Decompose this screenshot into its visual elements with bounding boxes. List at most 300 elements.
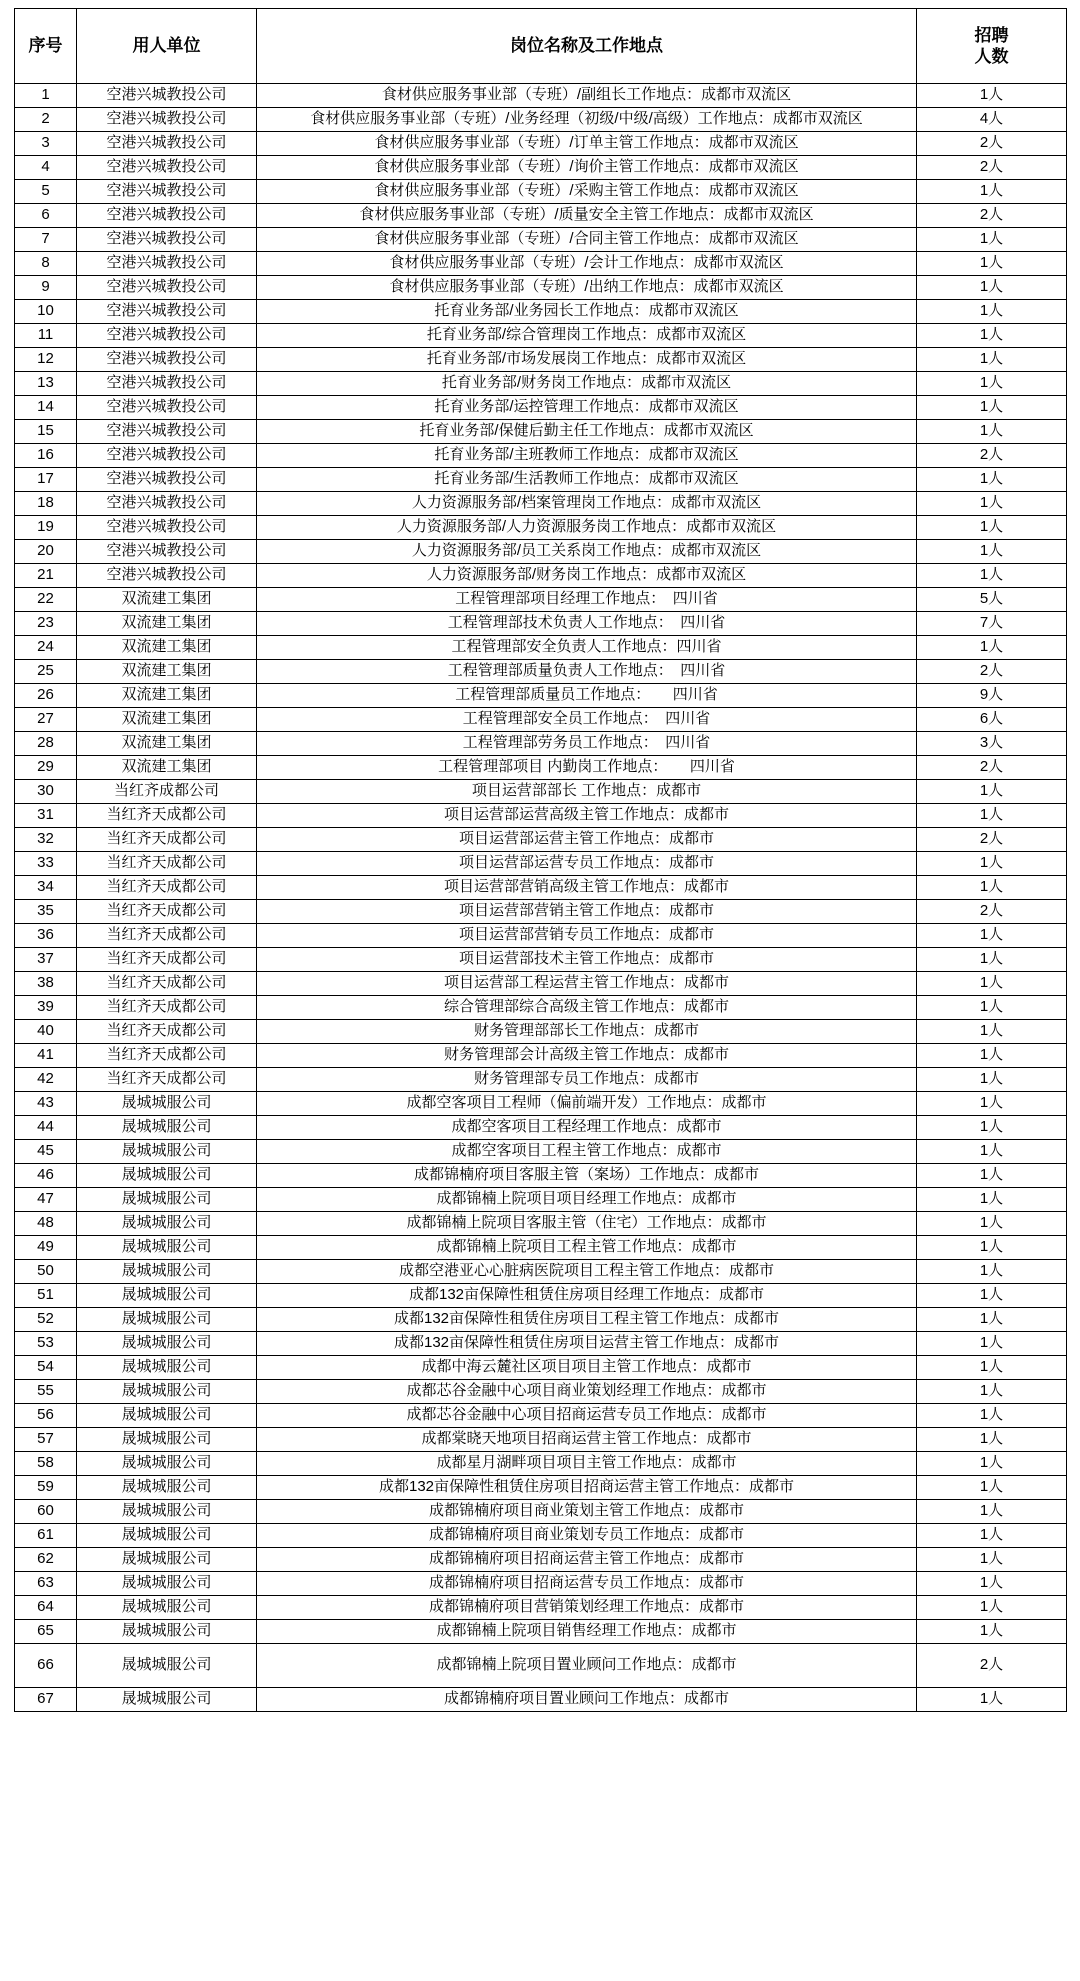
cell-unit: 当红齐成都公司: [77, 780, 257, 804]
table-row: [15, 732, 1067, 756]
cell-count: 1人: [917, 1188, 1067, 1212]
cell-no: 52: [15, 1308, 77, 1332]
cell-no: 65: [15, 1620, 77, 1644]
cell-unit: 空港兴城教投公司: [77, 420, 257, 444]
cell-no: 2: [15, 108, 77, 132]
cell-no: 43: [15, 1092, 77, 1116]
cell-post: 成都锦楠上院项目置业顾问工作地点：成都市: [257, 1644, 917, 1688]
cell-post: 托育业务部/市场发展岗工作地点：成都市双流区: [257, 348, 917, 372]
table-row: [15, 684, 1067, 708]
cell-post: 食材供应服务事业部（专班）/订单主管工作地点：成都市双流区: [257, 132, 917, 156]
cell-post: 工程管理部项目经理工作地点： 四川省: [257, 588, 917, 612]
cell-unit: 晟城城服公司: [77, 1260, 257, 1284]
cell-no: 47: [15, 1188, 77, 1212]
cell-post: 成都132亩保障性租赁住房项目工程主管工作地点：成都市: [257, 1308, 917, 1332]
table-row: [15, 1596, 1067, 1620]
table-row: [15, 1164, 1067, 1188]
cell-unit: 当红齐天成都公司: [77, 876, 257, 900]
column-header-unit: 用人单位: [77, 9, 257, 84]
cell-count: 1人: [917, 1596, 1067, 1620]
table-row: [15, 1188, 1067, 1212]
table-row: [15, 924, 1067, 948]
cell-no: 36: [15, 924, 77, 948]
cell-no: 63: [15, 1572, 77, 1596]
cell-unit: 晟城城服公司: [77, 1092, 257, 1116]
cell-unit: 晟城城服公司: [77, 1548, 257, 1572]
table-row: [15, 540, 1067, 564]
cell-post: 食材供应服务事业部（专班）/会计工作地点：成都市双流区: [257, 252, 917, 276]
cell-count: 1人: [917, 636, 1067, 660]
table-row: [15, 1332, 1067, 1356]
table-row: [15, 780, 1067, 804]
cell-count: 2人: [917, 132, 1067, 156]
cell-post: 工程管理部项目 内勤岗工作地点： 四川省: [257, 756, 917, 780]
cell-post: 食材供应服务事业部（专班）/业务经理（初级/中级/高级）工作地点：成都市双流区: [257, 108, 917, 132]
cell-no: 48: [15, 1212, 77, 1236]
cell-post: 托育业务部/财务岗工作地点：成都市双流区: [257, 372, 917, 396]
cell-no: 14: [15, 396, 77, 420]
cell-unit: 晟城城服公司: [77, 1452, 257, 1476]
cell-count: 1人: [917, 1428, 1067, 1452]
cell-post: 项目运营部运营主管工作地点：成都市: [257, 828, 917, 852]
table-row: [15, 1212, 1067, 1236]
cell-no: 7: [15, 228, 77, 252]
cell-no: 16: [15, 444, 77, 468]
cell-count: 1人: [917, 852, 1067, 876]
cell-unit: 晟城城服公司: [77, 1572, 257, 1596]
cell-post: 成都棠晓天地项目招商运营主管工作地点：成都市: [257, 1428, 917, 1452]
cell-post: 成都锦楠府项目招商运营主管工作地点：成都市: [257, 1548, 917, 1572]
cell-unit: 晟城城服公司: [77, 1212, 257, 1236]
cell-no: 64: [15, 1596, 77, 1620]
cell-count: 1人: [917, 1688, 1067, 1712]
cell-no: 38: [15, 972, 77, 996]
cell-post: 成都空港亚心心脏病医院项目工程主管工作地点：成都市: [257, 1260, 917, 1284]
cell-count: 4人: [917, 108, 1067, 132]
table-row: [15, 228, 1067, 252]
table-row: [15, 1092, 1067, 1116]
cell-unit: 空港兴城教投公司: [77, 564, 257, 588]
table-row: [15, 852, 1067, 876]
table-row: [15, 1428, 1067, 1452]
cell-unit: 空港兴城教投公司: [77, 396, 257, 420]
cell-no: 53: [15, 1332, 77, 1356]
cell-no: 59: [15, 1476, 77, 1500]
cell-no: 40: [15, 1020, 77, 1044]
cell-post: 成都锦楠上院项目项目经理工作地点：成都市: [257, 1188, 917, 1212]
cell-count: 1人: [917, 1356, 1067, 1380]
table-row: [15, 516, 1067, 540]
table-row: [15, 1548, 1067, 1572]
cell-no: 66: [15, 1644, 77, 1688]
cell-count: 1人: [917, 948, 1067, 972]
cell-no: 4: [15, 156, 77, 180]
cell-count: 1人: [917, 228, 1067, 252]
cell-count: 5人: [917, 588, 1067, 612]
cell-unit: 晟城城服公司: [77, 1308, 257, 1332]
table-row: [15, 300, 1067, 324]
cell-post: 食材供应服务事业部（专班）/副组长工作地点：成都市双流区: [257, 84, 917, 108]
table-row: [15, 1620, 1067, 1644]
cell-post: 成都空客项目工程经理工作地点：成都市: [257, 1116, 917, 1140]
cell-count: 1人: [917, 1524, 1067, 1548]
table-row: [15, 276, 1067, 300]
table-row: [15, 468, 1067, 492]
cell-count: 1人: [917, 1140, 1067, 1164]
cell-count: 1人: [917, 564, 1067, 588]
cell-post: 工程管理部安全负责人工作地点：四川省: [257, 636, 917, 660]
cell-no: 11: [15, 324, 77, 348]
cell-post: 成都锦楠府项目置业顾问工作地点：成都市: [257, 1688, 917, 1712]
table-row: [15, 108, 1067, 132]
table-row: [15, 828, 1067, 852]
cell-no: 61: [15, 1524, 77, 1548]
cell-post: 成都空客项目工程主管工作地点：成都市: [257, 1140, 917, 1164]
cell-unit: 空港兴城教投公司: [77, 516, 257, 540]
column-header-post: 岗位名称及工作地点: [257, 9, 917, 84]
table-row: [15, 948, 1067, 972]
cell-no: 15: [15, 420, 77, 444]
cell-post: 人力资源服务部/档案管理岗工作地点：成都市双流区: [257, 492, 917, 516]
table-row: [15, 1068, 1067, 1092]
cell-count: 1人: [917, 1020, 1067, 1044]
cell-count: 1人: [917, 492, 1067, 516]
cell-post: 人力资源服务部/员工关系岗工作地点：成都市双流区: [257, 540, 917, 564]
table-row: [15, 1236, 1067, 1260]
cell-post: 成都锦楠府项目客服主管（案场）工作地点：成都市: [257, 1164, 917, 1188]
cell-no: 19: [15, 516, 77, 540]
cell-count: 1人: [917, 1404, 1067, 1428]
cell-no: 46: [15, 1164, 77, 1188]
cell-no: 33: [15, 852, 77, 876]
cell-count: 1人: [917, 1572, 1067, 1596]
cell-unit: 晟城城服公司: [77, 1284, 257, 1308]
cell-count: 1人: [917, 300, 1067, 324]
cell-post: 项目运营部营销专员工作地点：成都市: [257, 924, 917, 948]
cell-unit: 当红齐天成都公司: [77, 828, 257, 852]
cell-unit: 晟城城服公司: [77, 1620, 257, 1644]
table-row: [15, 348, 1067, 372]
cell-count: 1人: [917, 1332, 1067, 1356]
cell-count: 2人: [917, 660, 1067, 684]
cell-unit: 双流建工集团: [77, 756, 257, 780]
table-row: [15, 660, 1067, 684]
table-row: [15, 1476, 1067, 1500]
table-header-row: [15, 9, 1067, 84]
table-row: [15, 1308, 1067, 1332]
cell-count: 2人: [917, 444, 1067, 468]
cell-no: 24: [15, 636, 77, 660]
cell-unit: 晟城城服公司: [77, 1164, 257, 1188]
cell-no: 26: [15, 684, 77, 708]
cell-unit: 空港兴城教投公司: [77, 324, 257, 348]
cell-no: 34: [15, 876, 77, 900]
cell-no: 67: [15, 1688, 77, 1712]
table-row: [15, 1524, 1067, 1548]
cell-post: 托育业务部/业务园长工作地点：成都市双流区: [257, 300, 917, 324]
cell-count: 1人: [917, 1092, 1067, 1116]
cell-unit: 空港兴城教投公司: [77, 84, 257, 108]
cell-no: 44: [15, 1116, 77, 1140]
table-header: [15, 9, 1067, 84]
cell-count: 1人: [917, 516, 1067, 540]
cell-unit: 晟城城服公司: [77, 1236, 257, 1260]
cell-count: 1人: [917, 1044, 1067, 1068]
cell-count: 1人: [917, 180, 1067, 204]
cell-count: 1人: [917, 252, 1067, 276]
cell-post: 项目运营部营销高级主管工作地点：成都市: [257, 876, 917, 900]
cell-unit: 晟城城服公司: [77, 1644, 257, 1688]
cell-count: 1人: [917, 1500, 1067, 1524]
cell-unit: 双流建工集团: [77, 612, 257, 636]
cell-no: 5: [15, 180, 77, 204]
cell-count: 1人: [917, 84, 1067, 108]
cell-count: 1人: [917, 372, 1067, 396]
cell-unit: 当红齐天成都公司: [77, 1020, 257, 1044]
cell-post: 成都132亩保障性租赁住房项目招商运营主管工作地点：成都市: [257, 1476, 917, 1500]
cell-post: 项目运营部运营高级主管工作地点：成都市: [257, 804, 917, 828]
cell-count: 1人: [917, 276, 1067, 300]
cell-post: 成都中海云麓社区项目项目主管工作地点：成都市: [257, 1356, 917, 1380]
cell-no: 12: [15, 348, 77, 372]
cell-no: 58: [15, 1452, 77, 1476]
cell-count: 1人: [917, 1236, 1067, 1260]
cell-unit: 晟城城服公司: [77, 1380, 257, 1404]
table-row: [15, 636, 1067, 660]
table-row: [15, 1688, 1067, 1712]
cell-post: 成都芯谷金融中心项目商业策划经理工作地点：成都市: [257, 1380, 917, 1404]
table-row: [15, 564, 1067, 588]
cell-no: 30: [15, 780, 77, 804]
cell-unit: 空港兴城教投公司: [77, 252, 257, 276]
cell-count: 1人: [917, 468, 1067, 492]
table-row: [15, 612, 1067, 636]
cell-unit: 双流建工集团: [77, 708, 257, 732]
cell-post: 托育业务部/综合管理岗工作地点：成都市双流区: [257, 324, 917, 348]
table-row: [15, 996, 1067, 1020]
cell-unit: 当红齐天成都公司: [77, 900, 257, 924]
cell-post: 项目运营部部长 工作地点：成都市: [257, 780, 917, 804]
cell-unit: 晟城城服公司: [77, 1524, 257, 1548]
cell-count: 1人: [917, 396, 1067, 420]
cell-post: 成都锦楠上院项目客服主管（住宅）工作地点：成都市: [257, 1212, 917, 1236]
table-row: [15, 1284, 1067, 1308]
cell-post: 人力资源服务部/财务岗工作地点：成都市双流区: [257, 564, 917, 588]
table-row: [15, 204, 1067, 228]
cell-post: 食材供应服务事业部（专班）/合同主管工作地点：成都市双流区: [257, 228, 917, 252]
cell-unit: 空港兴城教投公司: [77, 276, 257, 300]
cell-unit: 晟城城服公司: [77, 1428, 257, 1452]
table-row: [15, 252, 1067, 276]
cell-post: 成都锦楠府项目商业策划专员工作地点：成都市: [257, 1524, 917, 1548]
cell-post: 项目运营部工程运营主管工作地点：成都市: [257, 972, 917, 996]
cell-unit: 空港兴城教投公司: [77, 132, 257, 156]
cell-no: 8: [15, 252, 77, 276]
cell-unit: 双流建工集团: [77, 660, 257, 684]
table-row: [15, 444, 1067, 468]
cell-unit: 晟城城服公司: [77, 1356, 257, 1380]
cell-count: 2人: [917, 204, 1067, 228]
cell-unit: 当红齐天成都公司: [77, 972, 257, 996]
cell-post: 财务管理部专员工作地点：成都市: [257, 1068, 917, 1092]
cell-count: 1人: [917, 1068, 1067, 1092]
cell-count: 1人: [917, 924, 1067, 948]
cell-post: 工程管理部质量负责人工作地点： 四川省: [257, 660, 917, 684]
cell-no: 54: [15, 1356, 77, 1380]
table-row: [15, 1020, 1067, 1044]
cell-count: 2人: [917, 756, 1067, 780]
cell-count: 1人: [917, 420, 1067, 444]
table-row: [15, 1260, 1067, 1284]
cell-post: 托育业务部/生活教师工作地点：成都市双流区: [257, 468, 917, 492]
cell-no: 28: [15, 732, 77, 756]
cell-unit: 空港兴城教投公司: [77, 492, 257, 516]
table-row: [15, 804, 1067, 828]
cell-count: 2人: [917, 900, 1067, 924]
cell-no: 32: [15, 828, 77, 852]
cell-post: 成都空客项目工程师（偏前端开发）工作地点：成都市: [257, 1092, 917, 1116]
cell-post: 成都芯谷金融中心项目招商运营专员工作地点：成都市: [257, 1404, 917, 1428]
cell-count: 1人: [917, 1308, 1067, 1332]
cell-count: 1人: [917, 348, 1067, 372]
cell-unit: 当红齐天成都公司: [77, 804, 257, 828]
table-row: [15, 1500, 1067, 1524]
cell-no: 17: [15, 468, 77, 492]
cell-no: 41: [15, 1044, 77, 1068]
cell-unit: 空港兴城教投公司: [77, 444, 257, 468]
table-row: [15, 972, 1067, 996]
cell-post: 成都锦楠上院项目销售经理工作地点：成都市: [257, 1620, 917, 1644]
column-header-no: 序号: [15, 9, 77, 84]
table-row: [15, 132, 1067, 156]
cell-post: 财务管理部部长工作地点：成都市: [257, 1020, 917, 1044]
cell-post: 食材供应服务事业部（专班）/质量安全主管工作地点：成都市双流区: [257, 204, 917, 228]
cell-unit: 空港兴城教投公司: [77, 228, 257, 252]
cell-count: 7人: [917, 612, 1067, 636]
cell-post: 项目运营部技术主管工作地点：成都市: [257, 948, 917, 972]
cell-no: 25: [15, 660, 77, 684]
cell-count: 2人: [917, 1644, 1067, 1688]
cell-post: 成都132亩保障性租赁住房项目经理工作地点：成都市: [257, 1284, 917, 1308]
cell-no: 20: [15, 540, 77, 564]
cell-post: 成都锦楠上院项目工程主管工作地点：成都市: [257, 1236, 917, 1260]
table-row: [15, 1644, 1067, 1688]
cell-no: 55: [15, 1380, 77, 1404]
cell-count: 1人: [917, 324, 1067, 348]
cell-unit: 当红齐天成都公司: [77, 924, 257, 948]
cell-count: 2人: [917, 828, 1067, 852]
cell-unit: 空港兴城教投公司: [77, 540, 257, 564]
cell-unit: 当红齐天成都公司: [77, 1068, 257, 1092]
table-row: [15, 1380, 1067, 1404]
cell-unit: 双流建工集团: [77, 684, 257, 708]
cell-no: 62: [15, 1548, 77, 1572]
cell-no: 3: [15, 132, 77, 156]
cell-count: 2人: [917, 156, 1067, 180]
table-row: [15, 708, 1067, 732]
cell-unit: 空港兴城教投公司: [77, 348, 257, 372]
cell-no: 45: [15, 1140, 77, 1164]
table-row: [15, 756, 1067, 780]
cell-unit: 晟城城服公司: [77, 1116, 257, 1140]
cell-no: 1: [15, 84, 77, 108]
cell-unit: 晟城城服公司: [77, 1476, 257, 1500]
cell-no: 60: [15, 1500, 77, 1524]
cell-no: 49: [15, 1236, 77, 1260]
cell-unit: 晟城城服公司: [77, 1332, 257, 1356]
cell-no: 50: [15, 1260, 77, 1284]
table-row: [15, 324, 1067, 348]
column-header-count: [917, 9, 1067, 84]
cell-unit: 双流建工集团: [77, 588, 257, 612]
cell-post: 成都星月湖畔项目项目主管工作地点：成都市: [257, 1452, 917, 1476]
cell-post: 成都锦楠府项目营销策划经理工作地点：成都市: [257, 1596, 917, 1620]
cell-unit: 晟城城服公司: [77, 1188, 257, 1212]
cell-unit: 空港兴城教投公司: [77, 468, 257, 492]
cell-no: 9: [15, 276, 77, 300]
cell-post: 成都132亩保障性租赁住房项目运营主管工作地点：成都市: [257, 1332, 917, 1356]
cell-unit: 晟城城服公司: [77, 1500, 257, 1524]
cell-post: 项目运营部营销主管工作地点：成都市: [257, 900, 917, 924]
table-row: [15, 420, 1067, 444]
cell-no: 18: [15, 492, 77, 516]
cell-no: 21: [15, 564, 77, 588]
table-row: [15, 156, 1067, 180]
cell-post: 食材供应服务事业部（专班）/出纳工作地点：成都市双流区: [257, 276, 917, 300]
cell-post: 工程管理部安全员工作地点： 四川省: [257, 708, 917, 732]
table-row: [15, 900, 1067, 924]
cell-post: 人力资源服务部/人力资源服务岗工作地点：成都市双流区: [257, 516, 917, 540]
table-row: [15, 1116, 1067, 1140]
recruitment-table: [14, 8, 1067, 1712]
cell-no: 27: [15, 708, 77, 732]
cell-unit: 双流建工集团: [77, 732, 257, 756]
cell-unit: 晟城城服公司: [77, 1596, 257, 1620]
cell-post: 成都锦楠府项目招商运营专员工作地点：成都市: [257, 1572, 917, 1596]
cell-count: 1人: [917, 1164, 1067, 1188]
table-row: [15, 1044, 1067, 1068]
cell-count: 9人: [917, 684, 1067, 708]
cell-no: 39: [15, 996, 77, 1020]
table-row: [15, 876, 1067, 900]
table-row: [15, 180, 1067, 204]
cell-no: 42: [15, 1068, 77, 1092]
cell-post: 托育业务部/主班教师工作地点：成都市双流区: [257, 444, 917, 468]
cell-unit: 空港兴城教投公司: [77, 372, 257, 396]
cell-no: 13: [15, 372, 77, 396]
table-row: [15, 1140, 1067, 1164]
cell-count: 1人: [917, 996, 1067, 1020]
table-row: [15, 396, 1067, 420]
cell-unit: 晟城城服公司: [77, 1404, 257, 1428]
table-row: [15, 492, 1067, 516]
table-row: [15, 84, 1067, 108]
cell-no: 31: [15, 804, 77, 828]
table-row: [15, 1572, 1067, 1596]
cell-unit: 空港兴城教投公司: [77, 156, 257, 180]
cell-count: 1人: [917, 1548, 1067, 1572]
cell-unit: 空港兴城教投公司: [77, 300, 257, 324]
cell-no: 10: [15, 300, 77, 324]
cell-post: 成都锦楠府项目商业策划主管工作地点：成都市: [257, 1500, 917, 1524]
table-row: [15, 1356, 1067, 1380]
table-body: [15, 84, 1067, 1712]
cell-post: 托育业务部/保健后勤主任工作地点：成都市双流区: [257, 420, 917, 444]
cell-no: 35: [15, 900, 77, 924]
cell-count: 1人: [917, 804, 1067, 828]
cell-count: 1人: [917, 1116, 1067, 1140]
cell-post: 工程管理部技术负责人工作地点： 四川省: [257, 612, 917, 636]
